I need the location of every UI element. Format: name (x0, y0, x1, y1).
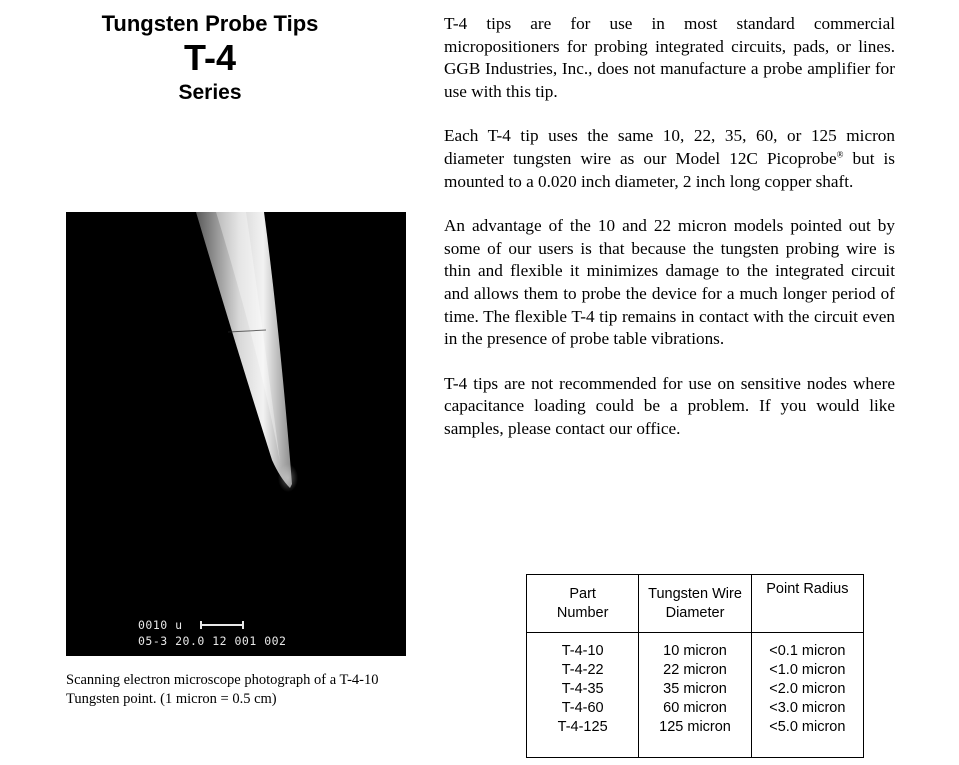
table-cell: <5.0 micron (769, 719, 846, 735)
part-number-column (527, 633, 639, 758)
table-cell: <2.0 micron (769, 681, 846, 697)
table-cell: 10 micron (663, 643, 727, 659)
table-cell: T-4-22 (561, 662, 604, 678)
table-body-row (527, 633, 864, 758)
registered-mark: ® (836, 149, 844, 160)
model-name: T-4 (183, 37, 236, 78)
table-cell: <3.0 micron (769, 700, 846, 716)
probe-tip-illustration (66, 212, 406, 656)
table-cell: <1.0 micron (769, 662, 846, 678)
header-point-radius: Point Radius (751, 575, 863, 633)
page-title: Tungsten Probe Tips (101, 11, 319, 36)
table-cell: 125 micron (659, 719, 731, 735)
table-cell: T-4-10 (561, 643, 604, 659)
sem-photograph (66, 212, 406, 656)
table-cell: 22 micron (663, 662, 727, 678)
table-cell: T-4-35 (561, 681, 604, 697)
paragraph-3: An advantage of the 10 and 22 micron models pointed out by some of our users is that because the tungsten probing wire is thin and flexible it minimizes damage to the integrated circuit and allows them to probe the device for a much longer period of time. The flexible T-4 tip remains in contact with the circuit even in the presence of probe table vibrations. (444, 216, 895, 349)
radius-column (751, 633, 863, 758)
table-cell: T-4-125 (557, 719, 608, 735)
table-cell: <0.1 micron (769, 643, 846, 659)
title-block (60, 10, 360, 108)
sem-magnification: 0010 u (138, 618, 183, 632)
paragraph-2 (444, 125, 895, 193)
table-cell: 60 micron (663, 700, 727, 716)
diameter-column (639, 633, 751, 758)
paragraph-4: T-4 tips are not recommended for use on sensitive nodes where capacitance loading could be a problem. If you would like samples, please contact our office. (444, 373, 895, 438)
paragraph-2-text: Each T-4 tip uses the same 10, 22, 35, 60, or 125 micron diameter tungsten wire as our Model 12C Picoprobe (444, 126, 895, 168)
table-header-row (527, 575, 864, 633)
header-wire-diameter: Tungsten Wire Diameter (639, 575, 751, 633)
table-cell: 35 micron (663, 681, 727, 697)
image-caption: Scanning electron microscope photograph of a T-4-10 Tungsten point. (1 micron = 0.5 cm) (66, 672, 379, 707)
header-part-number: Part Number (527, 575, 639, 633)
paragraph-1: T-4 tips are for use in most standard commercial micropositioners for probing integrated circuits, pads, or lines. GGB Industries, Inc., does not manufacture a probe amplifier for use with this tip. (444, 14, 895, 101)
description (444, 13, 895, 441)
table-cell: T-4-60 (561, 700, 604, 716)
sem-parameters: 05-3 20.0 12 001 002 (138, 634, 287, 648)
spec-table (526, 574, 864, 758)
series-label: Series (178, 81, 242, 104)
paragraph-2-tail: but is mounted to a 0.020 inch diameter, 2 inch long copper shaft. (444, 148, 895, 191)
sem-data-overlay (138, 617, 286, 649)
